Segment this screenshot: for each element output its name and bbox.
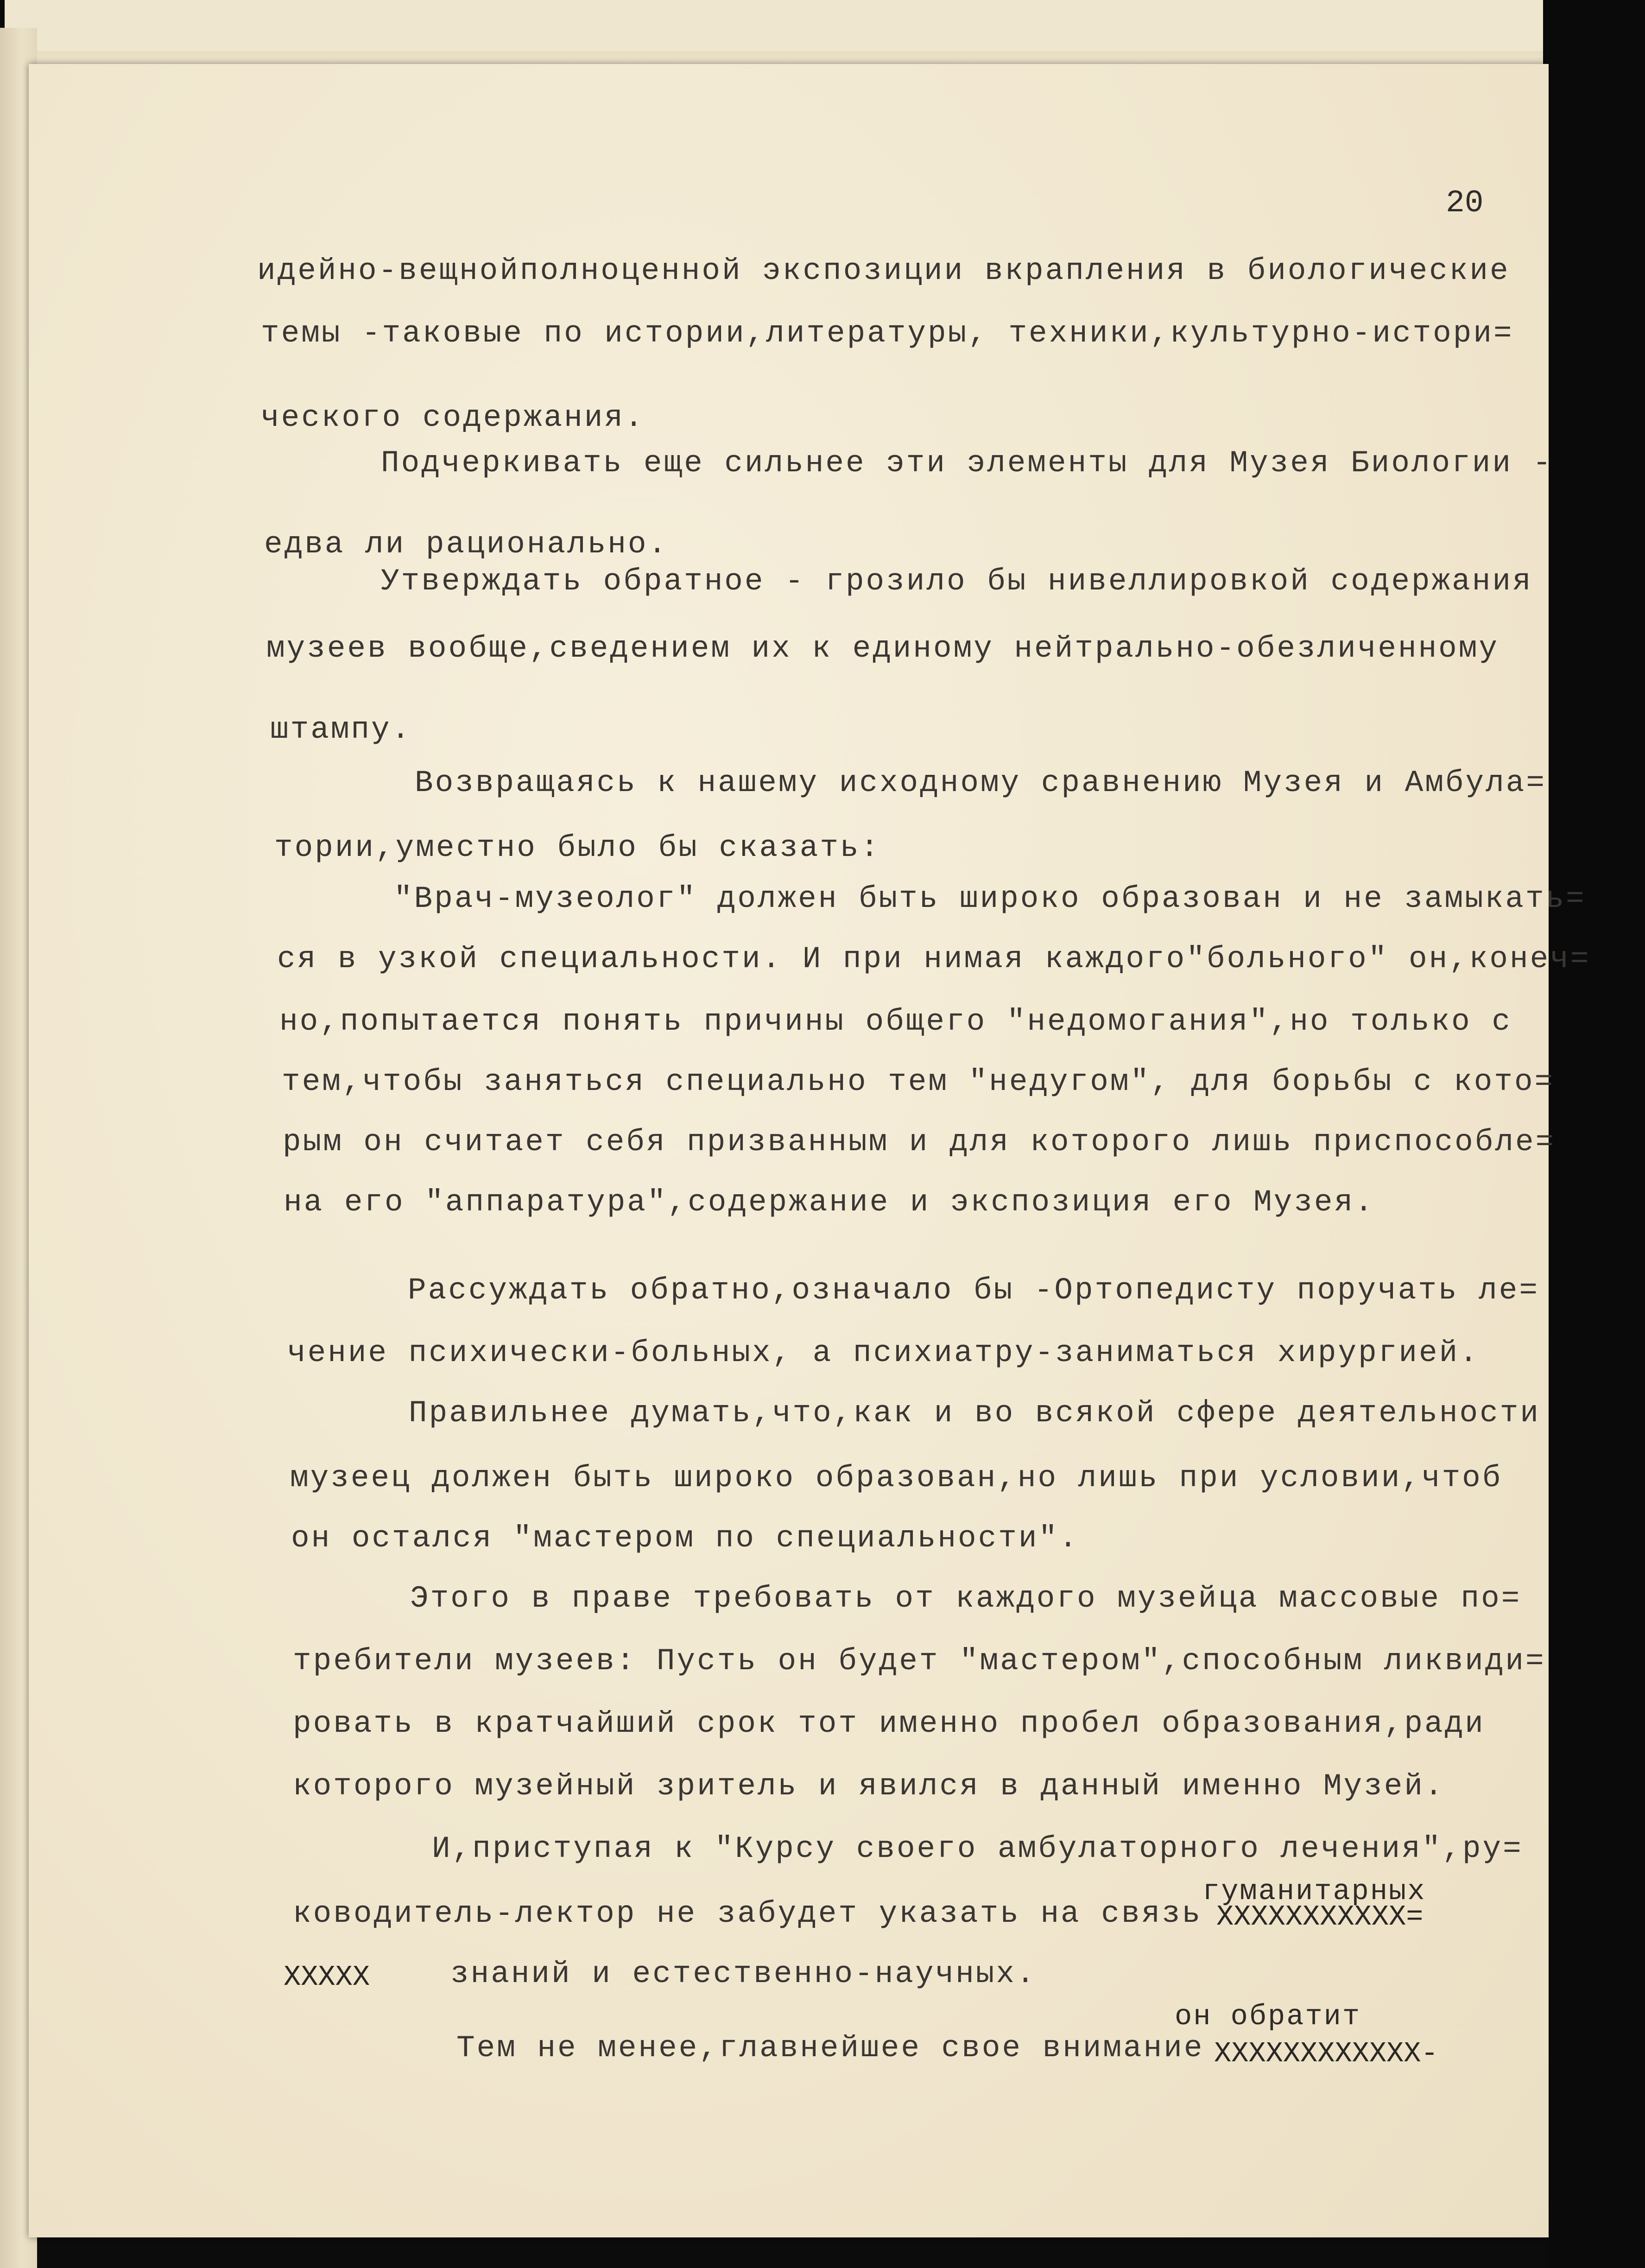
text-line: "Врач-музеолог" должен быть широко образован и не замыкать= xyxy=(394,881,1586,916)
text-line: ся в узкой специальности. И при нимая каждого"больного" он,конеч= xyxy=(277,942,1591,976)
text-line: ководитель-лектор не забудет указать на связь xyxy=(293,1896,1202,1931)
text-line: музеев вообще,сведением их к единому нейтрально-обезличенному xyxy=(266,631,1499,666)
inserted-word: гуманитарных xyxy=(1202,1875,1426,1908)
text-line: которого музейный зритель и явился в данный именно Музей. xyxy=(293,1769,1445,1804)
text-line: чение психически-больных, а психиатру-заниматься хирургией. xyxy=(287,1336,1480,1370)
text-line: Правильнее думать,что,как и во всякой сфере деятельности xyxy=(409,1396,1540,1431)
text-line: И,приступая к "Курсу своего амбулаторного лечения",ру= xyxy=(432,1831,1523,1866)
struck-out-text: ХХХХХХХХХХХХ- xyxy=(1214,2037,1438,2070)
text-line: музеец должен быть широко образован,но лишь при условии,чтоб xyxy=(290,1461,1503,1495)
text-line: идейно-вещнойполноценной экспозиции вкрапления в биологические xyxy=(257,253,1510,288)
struck-out-text: ХХХХХХХХХХХ= xyxy=(1216,1901,1424,1933)
text-line: Тем не менее,главнейшее свое внимание xyxy=(456,2031,1204,2065)
page-number: 20 xyxy=(1446,185,1484,221)
text-line: на его "аппаратура",содержание и экспозиция его Музея. xyxy=(284,1185,1375,1220)
text-line: Рассуждать обратно,означало бы -Ортопедисту поручать ле= xyxy=(408,1273,1539,1308)
text-line: требители музеев: Пусть он будет "мастером",способным ликвиди= xyxy=(293,1644,1546,1679)
text-line: ческого содержания. xyxy=(261,400,645,435)
text-line: Подчеркивать еще сильнее эти элементы для Музея Биологии - xyxy=(381,446,1553,481)
text-line: знаний и естественно-научных. xyxy=(450,1957,1037,1991)
text-line: тории,уместно было бы сказать: xyxy=(274,830,881,865)
text-line: рым он считает себя призванным и для которого лишь приспособле= xyxy=(283,1125,1556,1159)
text-line: Утверждать обратное - грозило бы нивеллировкой содержания xyxy=(381,564,1533,599)
text-line: штампу. xyxy=(270,712,412,747)
text-line: Возвращаясь к нашему исходному сравнению Музея и Амбула= xyxy=(415,766,1546,800)
text-line: но,попытается понять причины общего "недомогания",но только с xyxy=(279,1004,1512,1039)
text-line: едва ли рационально. xyxy=(264,527,669,562)
text-line: тем,чтобы заняться специально тем "недугом", для борьбы с кото= xyxy=(282,1064,1555,1099)
text-line: ровать в кратчайший срок тот именно пробел образования,ради xyxy=(293,1706,1485,1741)
inserted-word: он обратит xyxy=(1175,2000,1361,2033)
struck-out-text: ХХХХХ xyxy=(284,1961,370,1994)
text-line: Этого в праве требовать от каждого музейца массовые по= xyxy=(410,1581,1522,1616)
text-line: он остался "мастером по специальности". xyxy=(291,1521,1079,1556)
text-line: темы -таковые по истории,литературы, техники,культурно-истори= xyxy=(261,316,1514,351)
